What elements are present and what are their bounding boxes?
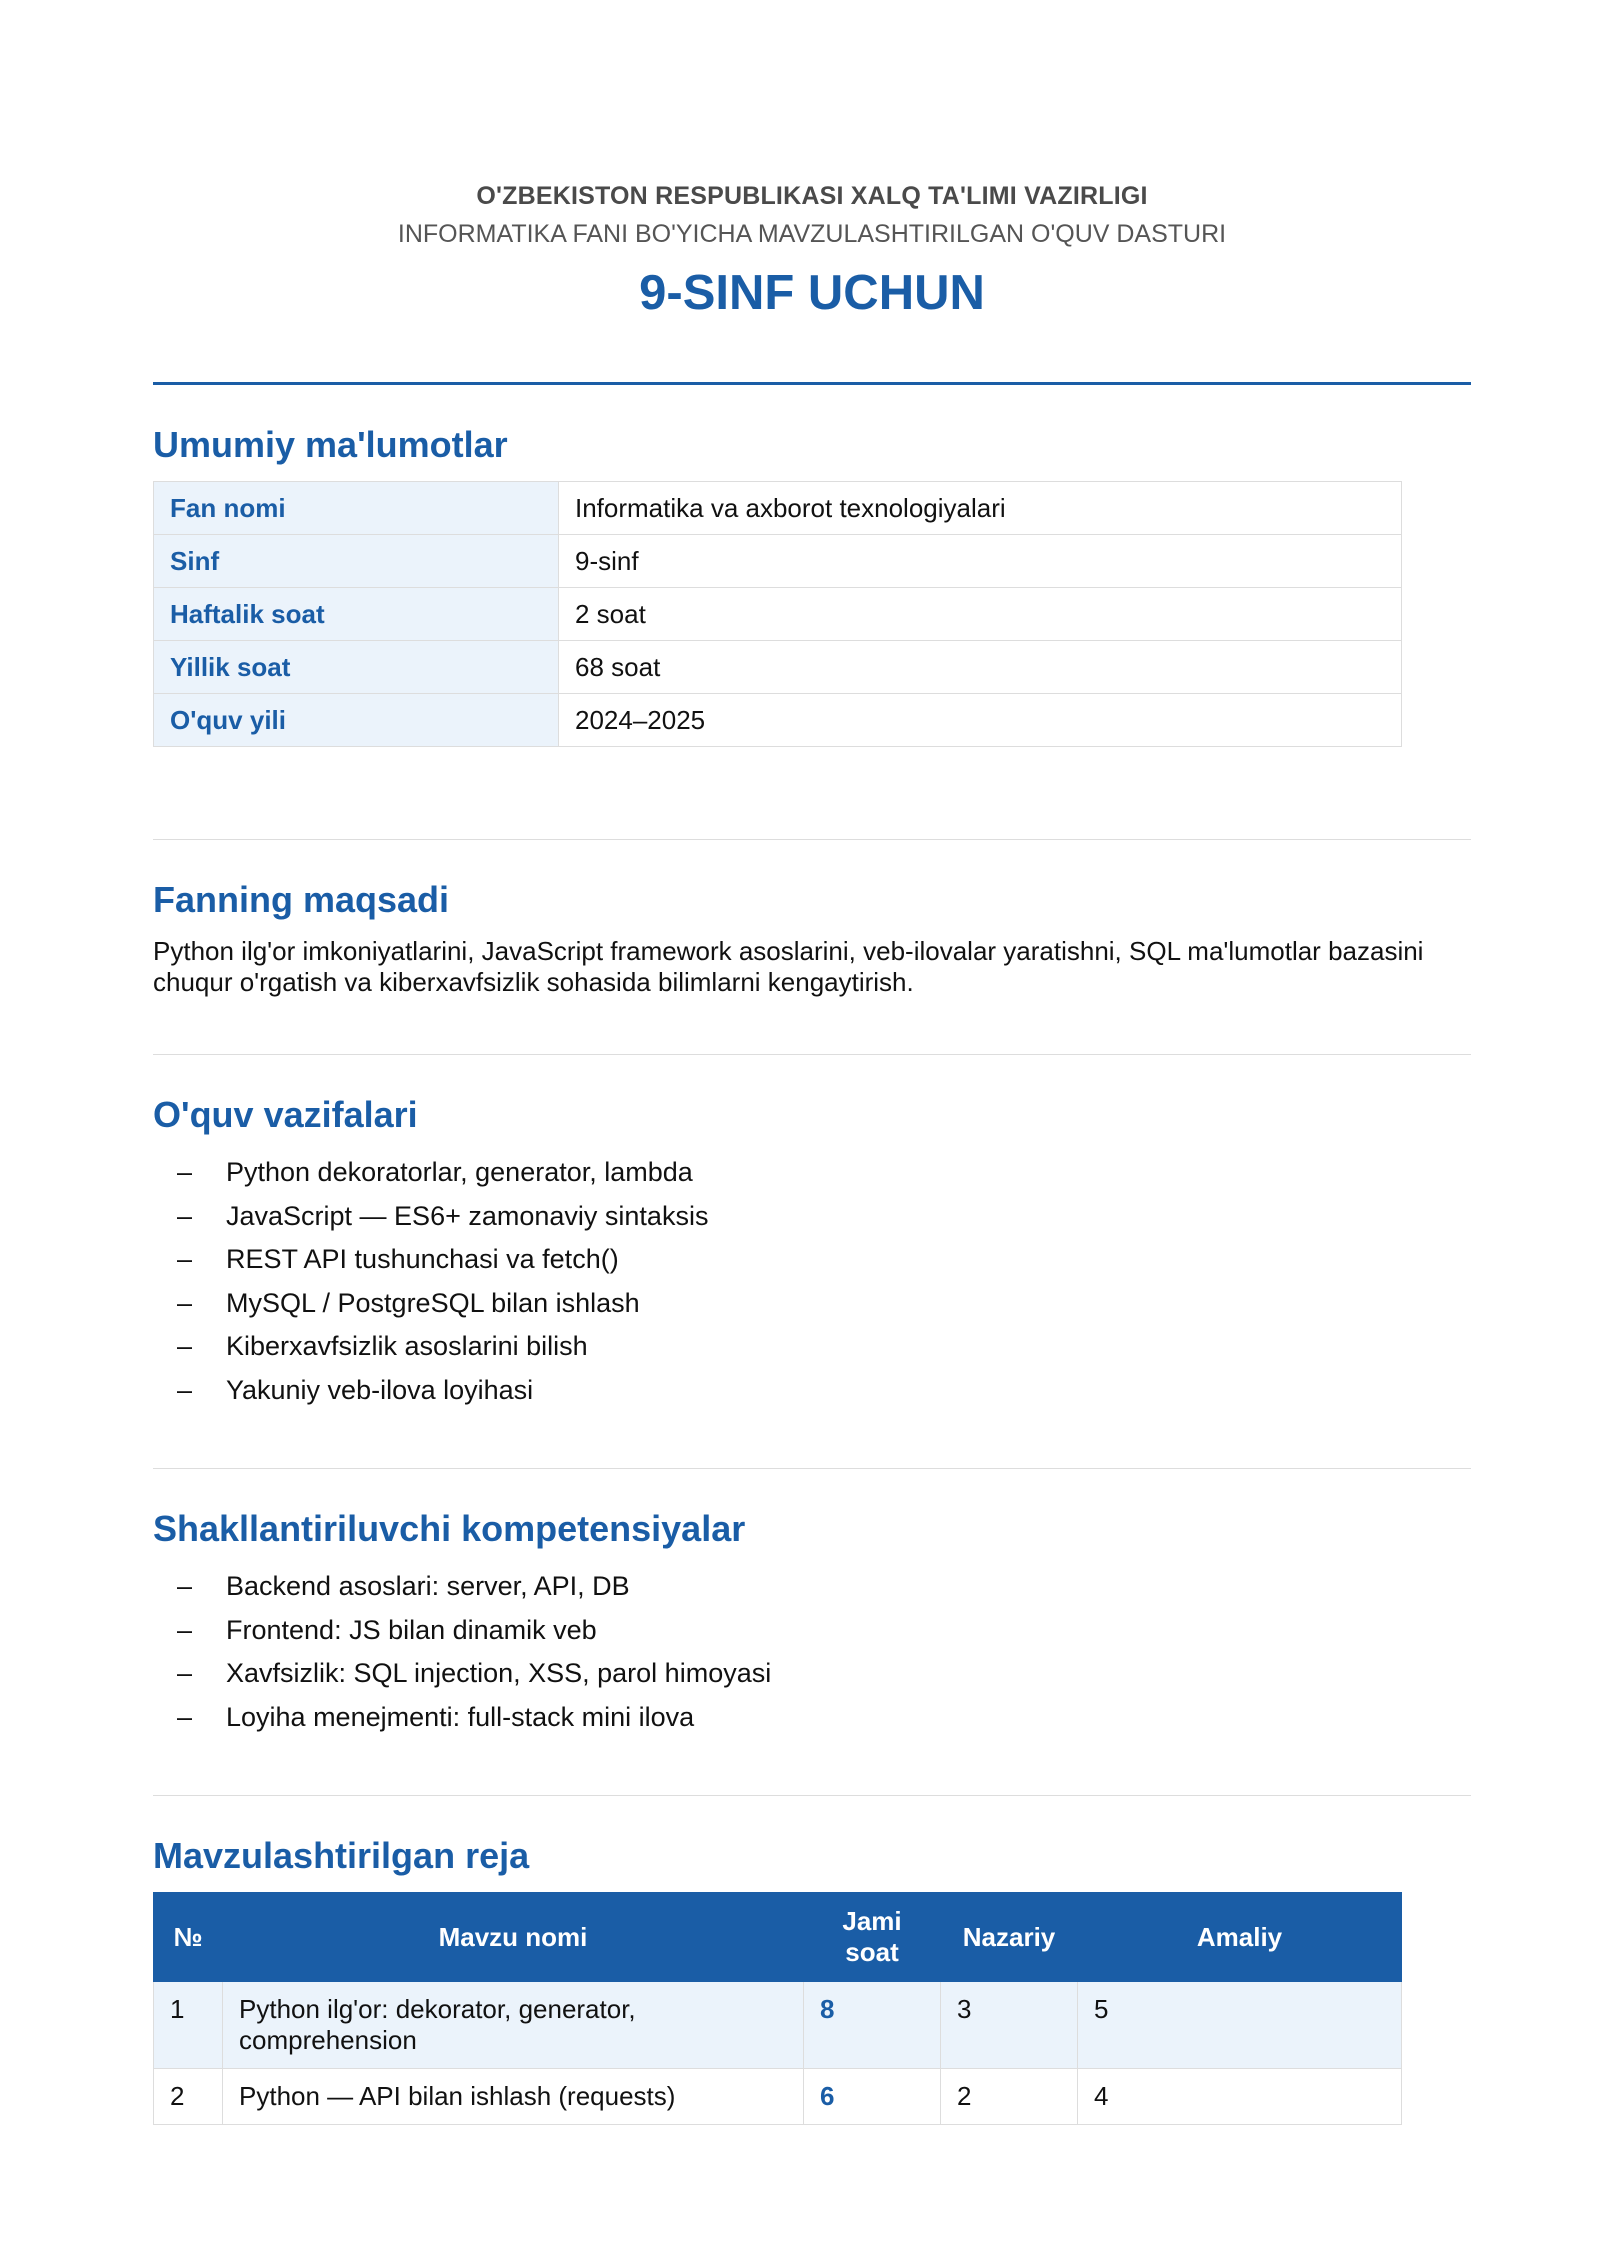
dash-bullet-icon: – — [177, 1157, 193, 1187]
info-value: 2024–2025 — [559, 694, 1402, 747]
competencies-section — [153, 1507, 1471, 1796]
dash-bullet-icon: – — [177, 1701, 193, 1732]
list-item-text: Loyiha menejmenti: full-stack mini ilova — [226, 1701, 695, 1732]
tasks-section — [153, 1093, 1471, 1469]
info-value: Informatika va axborot texnologiyalari — [559, 482, 1402, 535]
list-item-text: Kiberxavfsizlik asoslarini bilish — [226, 1331, 588, 1361]
table-row — [154, 2069, 1402, 2125]
cell-practice: 4 — [1078, 2069, 1402, 2125]
aim-text: Python ilg'or imkoniyatlarini, JavaScript framework asoslarini, veb-ilovalar yaratishni, SQL ma'lumotlar bazasini chuqur o'rgatish va kiberxavfsizlik sohasida bilimlarni kengaytirish. — [153, 936, 1424, 997]
ministry-name: O'ZBEKISTON RESPUBLIKASI XALQ TA'LIMI VAZIRLIGI — [476, 182, 1148, 210]
plan-table — [153, 1892, 1402, 2125]
plan-heading: Mavzulashtirilgan reja — [153, 1835, 530, 1876]
cell-number: 2 — [154, 2069, 223, 2125]
cell-total-hours: 6 — [804, 2069, 941, 2125]
info-value: 9-sinf — [559, 535, 1402, 588]
header-divider — [153, 382, 1471, 385]
grade-title: 9-SINF UCHUN — [639, 266, 985, 320]
list-item-text: Frontend: JS bilan dinamik veb — [226, 1614, 597, 1645]
dash-bullet-icon: – — [177, 1374, 193, 1405]
list-item — [153, 1238, 1471, 1282]
list-item-text: JavaScript — ES6+ zamonaviy sintaksis — [226, 1200, 709, 1231]
info-row — [154, 588, 1402, 641]
info-value: 2 soat — [559, 588, 1402, 641]
dash-bullet-icon: – — [177, 1287, 193, 1318]
list-item-text: Python dekoratorlar, generator, lambda — [226, 1157, 693, 1187]
info-key: Fan nomi — [154, 482, 559, 535]
info-value: 68 soat — [559, 641, 1402, 694]
dash-bullet-icon: – — [177, 1658, 193, 1688]
plan-header-row — [154, 1893, 1402, 1982]
cell-theory: 3 — [941, 1982, 1078, 2069]
list-item — [153, 1565, 1471, 1609]
list-item — [153, 1369, 1471, 1413]
tasks-list — [153, 1151, 1471, 1412]
dash-bullet-icon: – — [177, 1200, 193, 1231]
list-item — [153, 1195, 1471, 1239]
list-item — [153, 1696, 1471, 1740]
cell-total-hours: 8 — [804, 1982, 941, 2069]
info-row — [154, 641, 1402, 694]
info-key: O'quv yili — [154, 694, 559, 747]
plan-section — [153, 1834, 1471, 2181]
list-item — [153, 1652, 1471, 1696]
list-item — [153, 1282, 1471, 1326]
program-title: INFORMATIKA FANI BO'YICHA MAVZULASHTIRILGAN O'QUV DASTURI — [397, 220, 1227, 248]
cell-practice: 5 — [1078, 1982, 1402, 2069]
list-item-text: MySQL / PostgreSQL bilan ishlash — [226, 1287, 640, 1318]
column-header-topic: Mavzu nomi — [223, 1893, 804, 1982]
info-key: Haftalik soat — [154, 588, 559, 641]
tasks-heading: O'quv vazifalari — [153, 1094, 418, 1135]
dash-bullet-icon: – — [177, 1614, 193, 1645]
table-row — [154, 1982, 1402, 2069]
list-item — [153, 1325, 1471, 1369]
cell-number: 1 — [154, 1982, 223, 2069]
list-item-text: Xavfsizlik: SQL injection, XSS, parol himoyasi — [226, 1658, 772, 1688]
general-info-table — [153, 481, 1402, 747]
cell-theory: 2 — [941, 2069, 1078, 2125]
list-item — [153, 1151, 1471, 1195]
aim-heading: Fanning maqsadi — [153, 879, 450, 920]
list-item-text: Yakuniy veb-ilova loyihasi — [226, 1374, 534, 1405]
dash-bullet-icon: – — [177, 1244, 193, 1274]
dash-bullet-icon: – — [177, 1571, 193, 1601]
column-header-total-hours: Jami soat — [804, 1893, 941, 1982]
list-item-text: Backend asoslari: server, API, DB — [226, 1571, 630, 1601]
competencies-list — [153, 1565, 1471, 1739]
info-key: Yillik soat — [154, 641, 559, 694]
info-row — [154, 535, 1402, 588]
info-row — [154, 482, 1402, 535]
cell-topic: Python — API bilan ishlash (requests) — [223, 2069, 804, 2125]
info-row — [154, 694, 1402, 747]
column-header-number: № — [154, 1893, 223, 1982]
general-info-heading: Umumiy ma'lumotlar — [153, 424, 508, 465]
aim-section — [153, 878, 1471, 1055]
document-header — [153, 0, 1471, 385]
column-header-theory: Nazariy — [941, 1893, 1078, 1982]
cell-topic: Python ilg'or: dekorator, generator, comprehension — [223, 1982, 804, 2069]
column-header-practice: Amaliy — [1078, 1893, 1402, 1982]
info-key: Sinf — [154, 535, 559, 588]
list-item — [153, 1609, 1471, 1653]
document-page — [153, 0, 1471, 2181]
competencies-heading: Shakllantiriluvchi kompetensiyalar — [153, 1508, 746, 1549]
list-item-text: REST API tushunchasi va fetch() — [226, 1244, 619, 1274]
general-info-section — [153, 423, 1471, 840]
dash-bullet-icon: – — [177, 1331, 193, 1361]
